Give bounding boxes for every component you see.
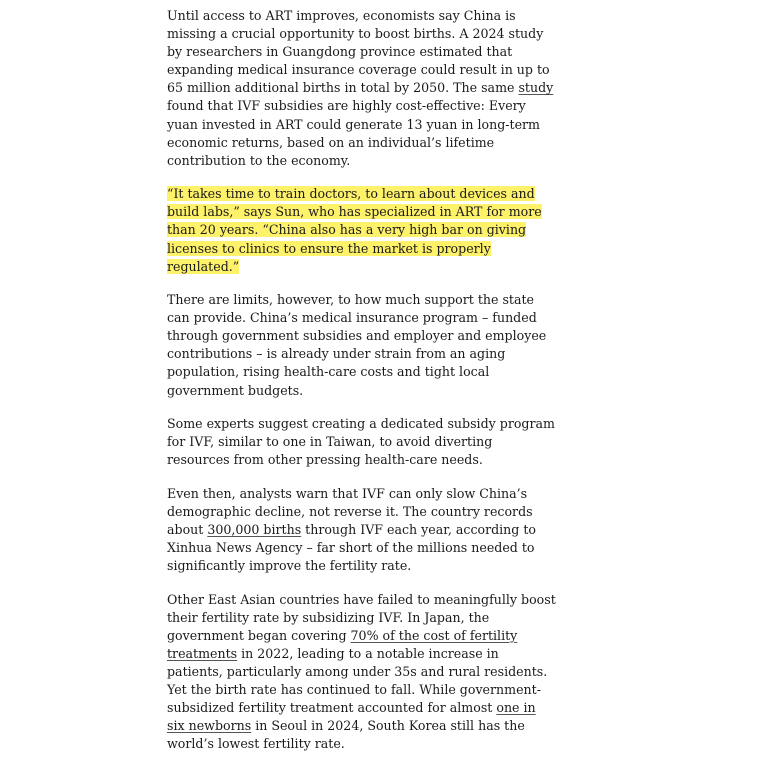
- paragraph-text: Other East Asian countries have failed to meaningfully boost their fertility rate by subsidizing IVF. In Japan, the government began covering: [167, 591, 556, 643]
- paragraph-text: Until access to ART improves, economists say China is missing a crucial opportunity to boost births. A 2024 study by researchers in Guangdong province estimated that expanding medical insurance coverage could result in up to 65 million additional births in total by 2050. The same: [167, 8, 550, 96]
- paragraph-text: Even then, analysts warn that IVF can only slow China’s demographic decline, not reverse it. The country records about: [167, 485, 533, 537]
- paragraph-text: found that IVF subsidies are highly cost-effective: Every yuan invested in ART could generate 13 yuan in long-term economic returns, based on an individual’s lifetime contribution to the economy.: [167, 98, 540, 168]
- newborns-link[interactable]: one in six newborns: [167, 700, 536, 734]
- paragraph-economists: [167, 7, 557, 170]
- fertility-cost-link[interactable]: 70% of the cost of fertility treatments: [167, 627, 518, 661]
- paragraph-text: in 2022, leading to a notable increase in patients, particularly among under 35s and rural residents. Yet the birth rate has continued to fall. While government-subsidized fertility treatment accounted for almost: [167, 645, 548, 716]
- article-body: [167, 7, 557, 769]
- paragraph-experts: Some experts suggest creating a dedicated subsidy program for IVF, similar to one in Taiwan, to avoid diverting resources from other pressing health-care needs.: [167, 416, 555, 468]
- paragraph-east-asia: [167, 591, 557, 754]
- highlighted-quote: [167, 185, 557, 275]
- paragraph-limits: There are limits, however, to how much support the state can provide. China’s medical insurance program – funded through government subsidies and employer and employee contributions – is already under strain from an aging population, rising health-care costs and tight local government budgets.: [167, 292, 547, 398]
- paragraph-text: in Seoul in 2024, South Korea still has the world’s lowest fertility rate.: [167, 718, 525, 752]
- study-link[interactable]: study: [518, 80, 554, 96]
- births-link[interactable]: 300,000 births: [207, 521, 302, 537]
- paragraph-analysts: [167, 485, 557, 575]
- paragraph-text: through IVF each year, according to Xinhua News Agency – far short of the millions needed to significantly improve the fertility rate.: [167, 521, 537, 574]
- quote-highlight: “It takes time to train doctors, to learn about devices and build labs,” says Sun, who has specialized in ART for more than 20 years. “China also has a very high bar on giving licenses to clinics to ensure the market is properly regulated.”: [167, 186, 542, 274]
